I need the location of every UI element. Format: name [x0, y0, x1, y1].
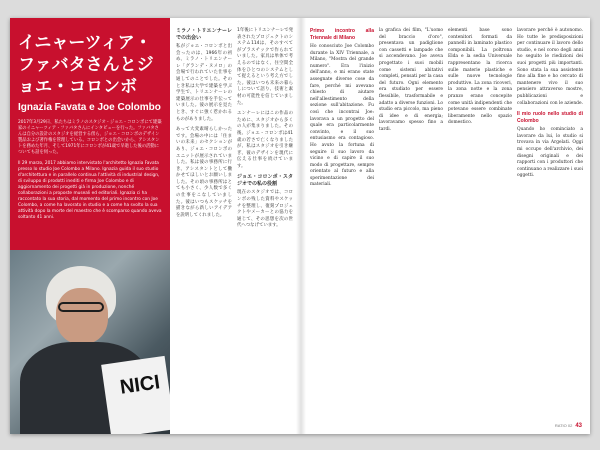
right-column-3-text: elementi base sono contenitori formati da pannelli in laminato plastico componibili. La poltrona Elda e la sedia Universale rappresentano la ricerca sulle materie plastiche e sulle nuove tecnologie produttive. La zona ricoveri, la zona notte e la zona pranzo erano concepite come unità indipendenti che potevano essere combinate liberamente nello spazio domestico.: [448, 28, 512, 126]
left-column-4-heading: ジョエ・コロンボ・スタジオでの私の役割: [237, 174, 293, 188]
page-title-italian: Ignazia Favata e Joe Colombo: [18, 102, 161, 113]
magazine-spread: [10, 18, 590, 434]
right-column-2-text: la grafica dei film, "L'uomo del braccio d'oro", presentava un padiglione con cassetti e lampade che si accendevano. Joe aveva progettato i suoi mobili come sistemi abitativi completi, pensati per la casa del futuro. Ogni elemento era studiato per essere flessibile, trasformabile e adatto a diverse funzioni. Lo studio era piccolo, ma pieno di idee e di energia; lavoravamo spesso fino a tardi.: [379, 28, 443, 132]
photo-face: [56, 288, 108, 344]
left-column-2: [237, 28, 293, 428]
right-column-1-heading: Primo incontro alla Triennale di Milano: [310, 28, 374, 41]
left-column-1-heading: ミラノ・トリエンナーレでの出会い: [176, 28, 232, 41]
portrait-photo: [10, 250, 170, 434]
right-column-4-text: lavorare perché è autonomo. Ho tutte le predisposizioni per continuare il lavoro dello studio, e nel corso degli anni ho seguito le riedizioni dei suoi progetti più importanti. Sono stata la sua assistente fino alla fine e ho cercato di mantenere vivo il suo pensiero attraverso mostre, pubblicazioni e collaborazioni con le aziende.: [517, 28, 583, 106]
right-column-1: [310, 28, 374, 418]
intro-italian: Il 29 marzo, 2017 abbiamo intervistato l'architetto Ignazia Favata presso lo studio Joe Colombo a Milano. Ignazia guida il suo studio d'architettura e in parallelo continua l'attività di industrial design, di sviluppo di prodotti inediti e firma Joe Colombo e di aggiornamento dei progetti già in produzione, nonché collaborazioni a proposte museali ed editoriali. Ignazia ci ha raccontato la sua storia, dal momento del primo incontro con Joe Colombo, a come ha lavorato in studio e a come ha svolto la sua attività dopo la morte del maestro che è scomparso quando aveva soltanto 41 anni.: [18, 161, 162, 220]
right-column-4-text-2: Quando ho cominciato a lavorare da lui, lo studio si trovava in via Argelati. Oggi mi occupo dell'archivio, dei disegni originali e dei rapporti con i produttori che continuano a realizzare i suoi oggetti.: [517, 127, 583, 179]
left-column-2-text: あって大変素晴らしかったです。会場の中には「住まいの未来」のセクションがあり、ジョエ・コロンボのユニットが展示されていました。私は彼の事務所に行き、アシスタントとして働かせてほしいとお願いしました。その頃の事務所はとても小さく、少人数で多くの仕事をこなしていました。彼はいつもスケッチを描きながら新しいアイデアを説明してくれました。: [176, 127, 232, 218]
page-title-japanese: イニャーツィア・ファバタさんとジョエ・コロンボ: [18, 33, 154, 97]
intro-japanese: 2017年3月29日、私たちはミラノのスタジオ・ジョエ・コロンボにて建築家のイニャーツィア・ファバタさんにインタビューを行った。ファバタさんは自分の設計のスタジオを経営する傍ら、ジョエ・コロンボのデザイン製品および著作権を管理している。コロンボとの出会いから、アシスタントを務めた年月、そして1971年にコロンボが41歳で早逝した後の活動についても話を伺った。: [18, 120, 162, 155]
photo-glasses: [58, 302, 104, 312]
photo-magazine-text: NICI: [118, 371, 162, 399]
right-column-3: [448, 28, 512, 418]
right-column-2: [379, 28, 443, 418]
left-column-4-text: エンナーレにはこの作品のために、スタジオから多くの人が集まりました。その後、ジョエ・コロンボは41歳の若さで亡くなりましたが、私はスタジオを引き継ぎ、彼のデザインを現代に伝える仕事を続けています。: [237, 111, 293, 169]
left-column-1: [176, 28, 232, 428]
page-number: 43: [575, 423, 582, 429]
left-column-4-text-2: 現在のスタジオでは、コロンボの残した資料やスケッチを整理し、復刻プロジェクトやメーカーとの協力を通じて、その思想を次の世代へつなげています。: [237, 190, 293, 229]
spread-gutter: [296, 18, 306, 434]
title-panel: [10, 18, 170, 250]
page-folio: [555, 423, 582, 429]
right-column-4: [517, 28, 583, 418]
left-column-1-text: 私がジョエ・コロンボと出会ったのは、1966年の初め、ミラノ・トリエンナーレ「グランデ・ヌメロ」の会場で行われていた仕事を通してのことでした。そのとき私は大学で建築を学ぶ学生で、トリエンナーレの建築展示の仕事を手伝っていました。彼の展示を見たとき、すぐに強く惹かれるものがありました。: [176, 44, 232, 122]
right-column-1-text: Ho conosciuto Joe Colombo durante la XIV Triennale, a Milano, "Mostra del grande numero". Era l'inizio dell'anno, e mi erano state assegnate diverse cose da fare, perché mi avevano chiesto di aiutare nell'allestimento della sezione sull'abitazione. Fu così che incontrai Joe: lavorava a un progetto del quale era particolarmente convinto, e il suo entusiasmo era contagioso. Ho avuto la fortuna di seguire il suo lavoro da vicino e di capire il suo modo di progettare, sempre orientato al futuro e alla sperimentazione dei materiali.: [310, 44, 374, 188]
folio-label: RATIO 02: [554, 423, 573, 428]
left-column-3-text: 1年後にトリエンナーレで発表されたプロジェクトのシステム114は、そのすべてがプラスチックで作られていました。家具は単体で考えるのではなく、住空間全体をひとつのシステムとして捉えるという考え方でした。彼はいつも未来の暮らしについて語り、技術と素材の可能性を信じていました。: [237, 28, 293, 106]
right-column-4-heading: Il mio ruolo nello studio di Colombo: [517, 111, 583, 125]
